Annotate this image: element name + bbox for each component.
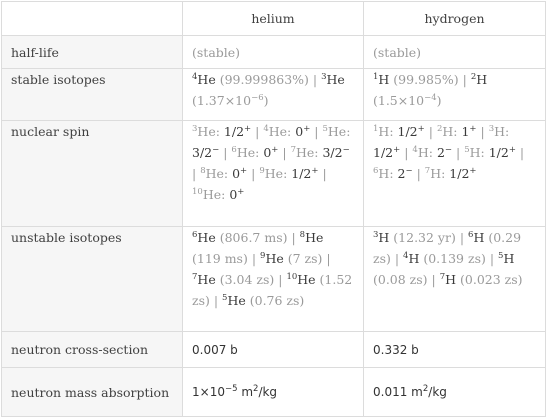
comparison-table — [1, 1, 546, 417]
superscript-text: 2 — [436, 123, 443, 134]
cell-text: He — [197, 272, 216, 287]
cell-text: | — [462, 72, 471, 87]
cell-text: He: — [264, 166, 292, 181]
superscript-text: 2 — [422, 383, 429, 394]
cell-text: He: — [327, 124, 351, 139]
cell-text: 3/2 — [322, 145, 343, 160]
cell-text: | — [515, 145, 525, 160]
cell-text: H: — [494, 124, 510, 139]
superscript-text: 3 — [321, 71, 327, 82]
superscript-text: 6 — [373, 165, 379, 176]
cell-text: | — [424, 124, 437, 139]
table-row — [2, 368, 546, 417]
row-label: neutron mass absorption — [2, 368, 183, 417]
cell-text: H: — [378, 124, 398, 139]
cell-text: 1/2 — [488, 145, 509, 160]
cell-text: (3.04 zs) — [215, 272, 279, 287]
value-cell — [364, 368, 546, 417]
cell-text: H: — [469, 145, 489, 160]
superscript-text: 7 — [439, 271, 446, 282]
cell-text: 1/2 — [449, 166, 470, 181]
cell-text: 0 — [232, 166, 241, 181]
cell-text: | — [312, 72, 322, 87]
cell-text: (806.7 ms) — [215, 230, 292, 245]
cell-text: He: — [197, 124, 224, 139]
value-cell — [183, 227, 364, 332]
cell-text: H — [378, 72, 390, 87]
cell-text: (0.29 zs) — [373, 230, 522, 266]
cell-text: 1/2 — [291, 166, 312, 181]
cell-text: (119 ms) — [192, 251, 252, 266]
cell-text: He: — [236, 145, 264, 160]
cell-text: (stable) — [192, 44, 241, 60]
superscript-text: + — [469, 123, 477, 134]
cell-text: | — [326, 251, 331, 266]
cell-text: H: — [378, 166, 398, 181]
superscript-text: 10 — [192, 186, 203, 197]
cell-text: (7 zs) — [283, 251, 327, 266]
cell-text: | — [247, 166, 260, 181]
cell-text: (0.08 zs) — [373, 272, 432, 287]
cell-text: H — [503, 251, 515, 266]
value-cell — [183, 368, 364, 417]
superscript-text: 7 — [192, 271, 198, 282]
cell-text: H — [473, 230, 485, 245]
superscript-text: + — [508, 144, 516, 155]
superscript-text: 3 — [192, 123, 198, 134]
superscript-text: 8 — [299, 229, 306, 240]
row-label: nuclear spin — [2, 121, 183, 227]
column-header-helium: helium — [183, 2, 364, 36]
superscript-text: 4 — [412, 144, 418, 155]
cell-text: 0 — [263, 145, 272, 160]
superscript-text: − — [212, 144, 220, 155]
cell-text: ) — [263, 93, 269, 108]
superscript-text: + — [393, 144, 401, 155]
superscript-text: 4 — [192, 71, 198, 82]
cell-text: 0.011 m — [373, 385, 423, 399]
table-row — [2, 332, 546, 368]
cell-text: | — [310, 124, 323, 139]
superscript-text: 10 — [286, 271, 298, 282]
value-cell — [364, 69, 546, 121]
cell-text: He — [197, 72, 216, 87]
column-header-hydrogen: hydrogen — [364, 2, 546, 36]
superscript-text: + — [303, 123, 311, 134]
superscript-text: 6 — [192, 229, 198, 240]
cell-text: He — [265, 251, 284, 266]
cell-text: 0 — [295, 124, 304, 139]
superscript-text: 3 — [373, 229, 379, 240]
superscript-text: + — [237, 186, 245, 197]
cell-text: 1/2 — [397, 124, 418, 139]
superscript-text: 6 — [468, 229, 474, 240]
cell-text: He: — [268, 124, 296, 139]
superscript-text: + — [417, 123, 425, 134]
cell-text: (0.139 zs) — [419, 251, 490, 266]
cell-text: He — [227, 293, 246, 308]
cell-text: (1.5×10 — [373, 93, 425, 108]
value-cell — [183, 36, 364, 69]
value-cell — [364, 121, 546, 227]
cell-text: | — [192, 166, 201, 181]
cell-text: | — [251, 251, 261, 266]
row-label: stable isotopes — [2, 69, 183, 121]
table-row — [2, 121, 546, 227]
cell-text: | — [452, 145, 465, 160]
cell-text: 1/2 — [373, 145, 394, 160]
cell-text: (99.999863%) — [215, 72, 313, 87]
cell-text: m — [237, 385, 254, 399]
superscript-text: 5 — [464, 144, 470, 155]
superscript-text: + — [240, 165, 248, 176]
superscript-text: − — [405, 165, 413, 176]
superscript-text: + — [271, 144, 279, 155]
cell-text: (1.37×10 — [192, 93, 252, 108]
superscript-text: 6 — [231, 144, 237, 155]
cell-text: 0 — [229, 187, 238, 202]
cell-text: He — [297, 272, 316, 287]
cell-text: (12.32 yr) — [389, 230, 460, 245]
superscript-text: + — [244, 123, 252, 134]
cell-text: (0.76 zs) — [245, 293, 305, 308]
cell-text: | — [278, 272, 287, 287]
cell-text: (1.52 zs) — [192, 272, 353, 308]
cell-text: H: — [417, 145, 437, 160]
cell-text: 2 — [397, 166, 406, 181]
cell-text: He — [305, 230, 324, 245]
table-row — [2, 36, 546, 69]
cell-text: | — [459, 230, 469, 245]
header-row — [2, 2, 546, 36]
cell-text: | — [213, 293, 223, 308]
table-row — [2, 69, 546, 121]
superscript-text: −4 — [424, 92, 437, 103]
cell-text: H — [476, 72, 488, 87]
value-cell — [183, 69, 364, 121]
cell-text: | — [476, 124, 489, 139]
cell-text: H: — [430, 166, 450, 181]
cell-text: 1×10 — [192, 385, 225, 399]
superscript-text: 1 — [373, 71, 379, 82]
superscript-text: 7 — [424, 165, 431, 176]
value-cell — [364, 36, 546, 69]
superscript-text: 9 — [260, 250, 266, 261]
cell-text: 3/2 — [192, 145, 213, 160]
cell-text: (99.985%) — [389, 72, 463, 87]
superscript-text: 5 — [222, 292, 228, 303]
superscript-text: 5 — [498, 250, 504, 261]
cell-text: | — [219, 145, 232, 160]
superscript-text: 1 — [373, 123, 379, 134]
superscript-text: 2 — [470, 71, 477, 82]
cell-text: He: — [296, 145, 323, 160]
value-cell — [364, 227, 546, 332]
superscript-text: 4 — [403, 250, 409, 261]
superscript-text: −5 — [224, 383, 238, 394]
cell-text: 0.332 b — [373, 342, 419, 357]
cell-text: | — [431, 272, 440, 287]
cell-text: | — [400, 145, 413, 160]
cell-text: /kg — [258, 385, 278, 399]
cell-text: | — [291, 230, 300, 245]
value-cell — [183, 332, 364, 368]
cell-text: H: — [442, 124, 462, 139]
cell-text: He: — [205, 166, 233, 181]
cell-text: He — [197, 230, 216, 245]
row-label: half-life — [2, 36, 183, 69]
superscript-text: + — [469, 165, 477, 176]
cell-text: /kg — [428, 385, 447, 399]
cell-text: | — [251, 124, 264, 139]
superscript-text: − — [444, 144, 453, 155]
cell-text: He — [326, 72, 345, 87]
corner-cell — [2, 2, 183, 36]
cell-text: ) — [436, 93, 442, 108]
cell-text: H — [445, 272, 457, 287]
cell-text: 0.007 b — [192, 342, 238, 357]
cell-text: | — [489, 251, 499, 266]
value-cell — [183, 121, 364, 227]
superscript-text: 7 — [290, 144, 296, 155]
superscript-text: −6 — [251, 92, 264, 103]
cell-text: 1 — [461, 124, 470, 139]
superscript-text: 4 — [263, 123, 269, 134]
row-label: neutron cross-section — [2, 332, 183, 368]
superscript-text: − — [342, 144, 350, 155]
superscript-text: 8 — [200, 165, 206, 176]
cell-text: | — [394, 251, 404, 266]
cell-text: | — [278, 145, 291, 160]
superscript-text: 5 — [322, 123, 328, 134]
cell-text: He: — [202, 187, 230, 202]
cell-text: 1/2 — [223, 124, 245, 139]
cell-text: 2 — [436, 145, 445, 160]
value-cell — [364, 332, 546, 368]
cell-text: H — [408, 251, 420, 266]
cell-text: H — [378, 230, 390, 245]
cell-text: | — [318, 166, 327, 181]
superscript-text: 3 — [488, 123, 495, 134]
cell-text: (0.023 zs) — [456, 272, 523, 287]
cell-text: (stable) — [373, 44, 422, 60]
row-label: unstable isotopes — [2, 227, 183, 332]
superscript-text: + — [311, 165, 319, 176]
superscript-text: 9 — [259, 165, 265, 176]
superscript-text: 2 — [253, 383, 259, 394]
cell-text: | — [412, 166, 425, 181]
table-row — [2, 227, 546, 332]
